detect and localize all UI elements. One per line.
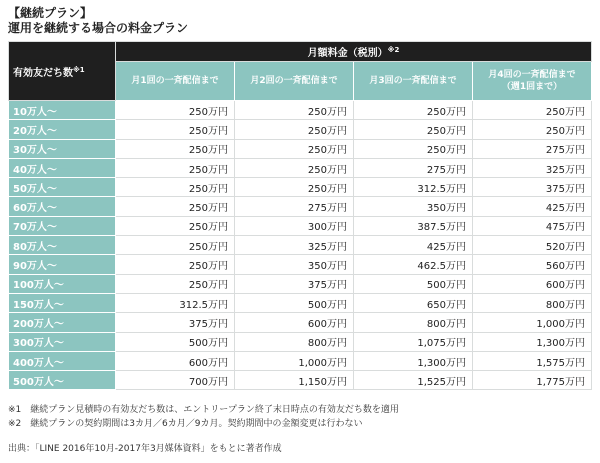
footnote-1: ※1 継続プラン見積時の有効友だち数は、エントリープラン終了末日時点の有効友だち数を適用 bbox=[8, 405, 399, 415]
price-cell: 250万円 bbox=[116, 158, 235, 177]
table-row bbox=[9, 371, 592, 390]
table-row bbox=[9, 293, 592, 312]
price-cell: 600万円 bbox=[473, 274, 592, 293]
table-row bbox=[9, 332, 592, 351]
price-cell: 325万円 bbox=[473, 158, 592, 177]
row-label: 80万人～ bbox=[9, 236, 116, 255]
row-label: 50万人～ bbox=[9, 178, 116, 197]
price-cell: 1,150万円 bbox=[235, 371, 354, 390]
footnote-2: ※2 継続プランの契約期間は3カ月／6カ月／9カ月。契約期間中の金額変更は行わない bbox=[8, 419, 363, 429]
price-cell: 425万円 bbox=[473, 197, 592, 216]
column-header: 月2回の一斉配信まで bbox=[235, 62, 354, 101]
table-row bbox=[9, 351, 592, 370]
price-cell: 462.5万円 bbox=[354, 255, 473, 274]
price-cell: 250万円 bbox=[235, 139, 354, 158]
row-label: 400万人～ bbox=[9, 351, 116, 370]
column-header: 月4回の一斉配信まで （週1回まで） bbox=[473, 62, 592, 101]
price-cell: 500万円 bbox=[235, 293, 354, 312]
price-cell: 250万円 bbox=[116, 197, 235, 216]
monthly-fee-header: 月額料金（税別）$^{※2}$ bbox=[116, 42, 592, 62]
row-label: 10万人～ bbox=[9, 101, 116, 120]
price-cell: 500万円 bbox=[354, 274, 473, 293]
price-cell: 250万円 bbox=[473, 120, 592, 139]
price-cell: 375万円 bbox=[116, 313, 235, 332]
price-cell: 250万円 bbox=[235, 158, 354, 177]
price-cell: 1,300万円 bbox=[354, 351, 473, 370]
row-label: 200万人～ bbox=[9, 313, 116, 332]
price-cell: 350万円 bbox=[235, 255, 354, 274]
price-cell: 312.5万円 bbox=[116, 293, 235, 312]
price-cell: 375万円 bbox=[473, 178, 592, 197]
table-row bbox=[9, 139, 592, 158]
row-label: 100万人～ bbox=[9, 274, 116, 293]
table-row bbox=[9, 101, 592, 120]
price-cell: 300万円 bbox=[235, 216, 354, 235]
table-row bbox=[9, 313, 592, 332]
price-cell: 275万円 bbox=[473, 139, 592, 158]
price-cell: 350万円 bbox=[354, 197, 473, 216]
price-cell: 250万円 bbox=[116, 274, 235, 293]
column-header: 月1回の一斉配信まで bbox=[116, 62, 235, 101]
price-cell: 375万円 bbox=[235, 274, 354, 293]
price-cell: 250万円 bbox=[235, 120, 354, 139]
section-label: 【継続プラン】 bbox=[8, 6, 93, 20]
price-cell: 250万円 bbox=[473, 101, 592, 120]
price-cell: 250万円 bbox=[116, 236, 235, 255]
price-cell: 1,300万円 bbox=[473, 332, 592, 351]
price-cell: 1,000万円 bbox=[235, 351, 354, 370]
price-cell: 387.5万円 bbox=[354, 216, 473, 235]
price-cell: 250万円 bbox=[354, 120, 473, 139]
row-header: 有効友だち数$^{※1}$ bbox=[9, 42, 116, 101]
price-cell: 250万円 bbox=[116, 216, 235, 235]
page-title: 運用を継続する場合の料金プラン bbox=[8, 21, 189, 35]
price-cell: 800万円 bbox=[473, 293, 592, 312]
price-cell: 475万円 bbox=[473, 216, 592, 235]
row-label: 300万人～ bbox=[9, 332, 116, 351]
price-cell: 800万円 bbox=[235, 332, 354, 351]
column-header: 月3回の一斉配信まで bbox=[354, 62, 473, 101]
price-cell: 520万円 bbox=[473, 236, 592, 255]
price-cell: 325万円 bbox=[235, 236, 354, 255]
price-cell: 275万円 bbox=[354, 158, 473, 177]
table-row bbox=[9, 158, 592, 177]
price-cell: 1,575万円 bbox=[473, 351, 592, 370]
table-row bbox=[9, 236, 592, 255]
price-cell: 250万円 bbox=[116, 139, 235, 158]
price-cell: 250万円 bbox=[235, 178, 354, 197]
table-row bbox=[9, 274, 592, 293]
price-cell: 250万円 bbox=[354, 139, 473, 158]
price-cell: 800万円 bbox=[354, 313, 473, 332]
row-label: 40万人～ bbox=[9, 158, 116, 177]
row-label: 60万人～ bbox=[9, 197, 116, 216]
table-row bbox=[9, 197, 592, 216]
row-label: 90万人～ bbox=[9, 255, 116, 274]
price-cell: 600万円 bbox=[116, 351, 235, 370]
price-cell: 1,000万円 bbox=[473, 313, 592, 332]
price-cell: 250万円 bbox=[116, 120, 235, 139]
price-cell: 1,075万円 bbox=[354, 332, 473, 351]
row-label: 150万人～ bbox=[9, 293, 116, 312]
price-cell: 275万円 bbox=[235, 197, 354, 216]
price-cell: 500万円 bbox=[116, 332, 235, 351]
price-cell: 560万円 bbox=[473, 255, 592, 274]
price-cell: 700万円 bbox=[116, 371, 235, 390]
price-cell: 600万円 bbox=[235, 313, 354, 332]
price-cell: 250万円 bbox=[354, 101, 473, 120]
row-label: 30万人～ bbox=[9, 139, 116, 158]
source-credit: 出典：「LINE 2016年10月-2017年3月媒体資料」をもとに著者作成 bbox=[8, 444, 282, 454]
row-label: 500万人～ bbox=[9, 371, 116, 390]
price-cell: 250万円 bbox=[116, 178, 235, 197]
price-cell: 250万円 bbox=[116, 101, 235, 120]
price-cell: 250万円 bbox=[116, 255, 235, 274]
price-cell: 312.5万円 bbox=[354, 178, 473, 197]
row-label: 20万人～ bbox=[9, 120, 116, 139]
pricing-table bbox=[8, 41, 592, 390]
table-row bbox=[9, 178, 592, 197]
row-label: 70万人～ bbox=[9, 216, 116, 235]
price-cell: 650万円 bbox=[354, 293, 473, 312]
table-row bbox=[9, 216, 592, 235]
table-row bbox=[9, 255, 592, 274]
price-cell: 1,525万円 bbox=[354, 371, 473, 390]
table-row bbox=[9, 120, 592, 139]
price-cell: 1,775万円 bbox=[473, 371, 592, 390]
price-cell: 425万円 bbox=[354, 236, 473, 255]
price-cell: 250万円 bbox=[235, 101, 354, 120]
